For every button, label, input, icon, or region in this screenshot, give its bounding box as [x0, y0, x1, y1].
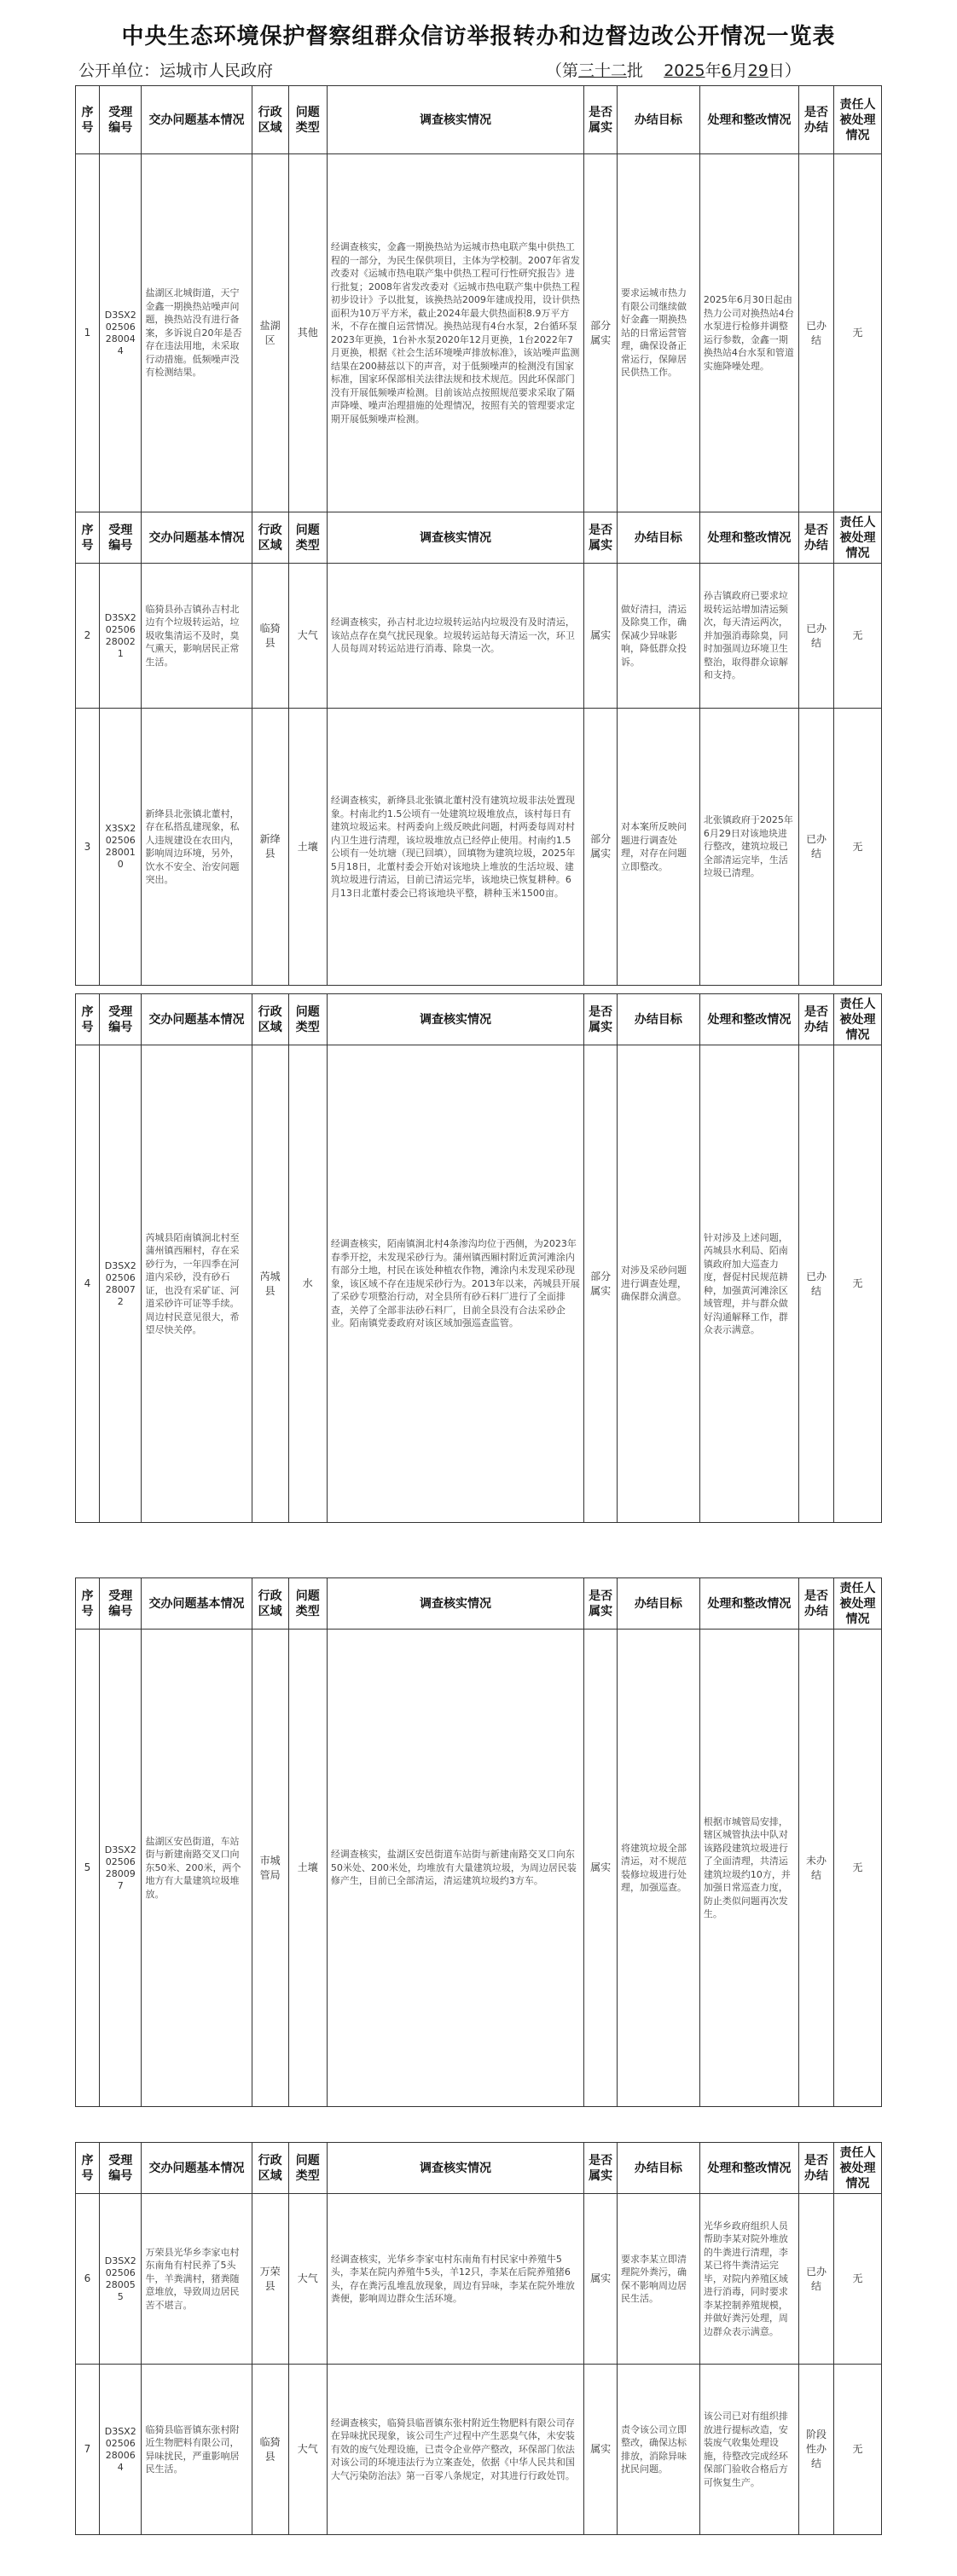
cell-person: 无 — [833, 2365, 881, 2535]
cell-no: 1 — [76, 154, 100, 512]
header-problem: 交办问题基本情况 — [142, 1578, 252, 1630]
header-person: 责任人被处理情况 — [833, 1578, 881, 1630]
page-title: 中央生态环境保护督察组群众信访举报转办和边督边改公开情况一览表 — [121, 24, 836, 49]
cell-problem: 临猗县孙吉镇孙吉村北边有个垃圾转运站，垃圾收集清运不及时，臭气熏天，影响居民正常生活。 — [142, 564, 252, 709]
header-person: 责任人被处理情况 — [833, 2143, 881, 2194]
header-goal: 办结目标 — [617, 512, 699, 564]
cell-no: 7 — [76, 2365, 100, 2535]
header-code: 受理编号 — [99, 2143, 142, 2194]
header-true: 是否属实 — [584, 994, 618, 1045]
cell-person: 无 — [833, 2194, 881, 2365]
cell-no: 2 — [76, 564, 100, 709]
header-action: 处理和整改情况 — [699, 512, 798, 564]
cell-code: D3SX202506280044 — [99, 154, 142, 512]
header-region: 行政区域 — [252, 512, 288, 564]
header-investigation: 调查核实情况 — [327, 994, 583, 1045]
header-row — [76, 512, 882, 564]
header-done: 是否办结 — [799, 1578, 834, 1630]
header-action: 处理和整改情况 — [699, 1578, 798, 1630]
cell-problem: 临猗县临晋镇东张村附近生物肥料有限公司，异味扰民，严重影响居民生活。 — [142, 2365, 252, 2535]
header-action: 处理和整改情况 — [699, 2143, 798, 2194]
cell-true: 属实 — [584, 2365, 618, 2535]
cell-problem: 万荣县光华乡李家屯村东南角有村民养了5头牛，羊粪满村，猪粪随意堆放，导致周边居民苦不堪言。 — [142, 2194, 252, 2365]
header-no: 序号 — [76, 1578, 100, 1630]
table-row — [76, 709, 882, 986]
cell-region: 芮城县 — [252, 1045, 288, 1523]
cell-problem: 芮城县陌南镇涧北村至蒲州镇西厢村，存在采砂行为，一年四季在河道内采砂，没有砂石证，也没有采矿证、河道采砂许可证等手续。周边村民意见很大，希望尽快关停。 — [142, 1045, 252, 1523]
header-goal: 办结目标 — [617, 86, 699, 154]
header-row — [76, 2143, 882, 2194]
header-region: 行政区域 — [252, 994, 288, 1045]
cell-action: 2025年6月30日起由热力公司对换热站4台水泵进行检修并调整运行参数，金鑫一期换热站4台水泵和管道实施降噪处理。 — [699, 154, 798, 512]
table-row — [76, 2194, 882, 2365]
cell-region: 盐湖区 — [252, 154, 288, 512]
table-page-3 — [75, 993, 882, 1523]
header-region: 行政区域 — [252, 1578, 288, 1630]
header-row — [76, 1578, 882, 1630]
cell-action: 光华乡政府组织人员帮助李某对院外堆放的牛粪进行清理，李某已将牛粪清运完毕，对院内养殖区域进行消毒，同时要求李某控制养殖规模，并做好粪污处理，周边群众表示满意。 — [699, 2194, 798, 2365]
cell-problem: 盐湖区安邑街道，车站街与新建南路交叉口向东50米、200米，两个地方有大量建筑垃圾堆放。 — [142, 1630, 252, 2107]
header-investigation: 调查核实情况 — [327, 512, 583, 564]
cell-investigation: 经调查核实，光华乡李家屯村东南角有村民家中养殖牛5头，李某在院内养殖牛5头，羊12只，李某在后院养殖猪6头，存在粪污乱堆乱放现象，周边有异味，李某在院外堆放粪便，影响周边群众生活环境。 — [327, 2194, 583, 2365]
cell-type: 大气 — [288, 564, 327, 709]
header-row — [76, 994, 882, 1045]
cell-type: 土壤 — [288, 1630, 327, 2107]
header-no: 序号 — [76, 86, 100, 154]
cell-code: D3SX202506280097 — [99, 1630, 142, 2107]
cell-action: 根据市城管局安排，辖区城管执法中队对该路段建筑垃圾进行了全面清理，共清运建筑垃圾约10方，并加强日常巡查力度，防止类似问题再次发生。 — [699, 1630, 798, 2107]
header-goal: 办结目标 — [617, 994, 699, 1045]
cell-type: 其他 — [288, 154, 327, 512]
cell-true: 属实 — [584, 1630, 618, 2107]
header-row — [76, 86, 882, 154]
header-no: 序号 — [76, 2143, 100, 2194]
cell-problem: 盐湖区北城街道，天宁金鑫一期换热站噪声问题，换热站没有进行备案，多诉说自20年是否存在违法用地，未采取行动措施。低频噪声没有检测结果。 — [142, 154, 252, 512]
cell-type: 大气 — [288, 2194, 327, 2365]
header-problem: 交办问题基本情况 — [142, 994, 252, 1045]
header-investigation: 调查核实情况 — [327, 2143, 583, 2194]
cell-person: 无 — [833, 564, 881, 709]
header-true: 是否属实 — [584, 1578, 618, 1630]
cell-investigation: 经调查核实，陌南镇涧北村4条渗沟均位于西侧，为2023年春季开挖，未发现采砂行为。蒲州镇西厢村附近黄河滩涂内有部分土地，村民在该处种植农作物，滩涂内未发现采砂现象，该区域不存在违规采砂行为。2013年以来，芮城县开展了采砂专项整治行动，对全县所有砂石料厂进行了全面排查，关停了全部非法砂石料厂，目前全县没有合法采砂企业。陌南镇党委政府对该区域加强巡查监管。 — [327, 1045, 583, 1523]
cell-code: D3SX202506280021 — [99, 564, 142, 709]
cell-goal: 要求运城市热力有限公司继续做好金鑫一期换热站的日常运营管理，确保设备正常运行，保障居民供热工作。 — [617, 154, 699, 512]
cell-code: D3SX202506280072 — [99, 1045, 142, 1523]
header-type: 问题类型 — [288, 994, 327, 1045]
cell-region: 万荣县 — [252, 2194, 288, 2365]
header-region: 行政区域 — [252, 2143, 288, 2194]
table-row — [76, 1045, 882, 1523]
cell-problem: 新绛县北张镇北董村，存在私搭乱建现象，私人违规建设在农田内，影响周边环境，另外，饮水不安全、治安问题突出。 — [142, 709, 252, 986]
header-problem: 交办问题基本情况 — [142, 86, 252, 154]
header-true: 是否属实 — [584, 2143, 618, 2194]
cell-goal: 对本案所反映问题进行调查处理，对存在问题立即整改。 — [617, 709, 699, 986]
header-person: 责任人被处理情况 — [833, 512, 881, 564]
cell-goal: 责令该公司立即整改，确保达标排放，消除异味扰民问题。 — [617, 2365, 699, 2535]
cell-person: 无 — [833, 709, 881, 986]
header-problem: 交办问题基本情况 — [142, 512, 252, 564]
cell-person: 无 — [833, 1045, 881, 1523]
cell-true: 部分属实 — [584, 154, 618, 512]
cell-true: 属实 — [584, 2194, 618, 2365]
header-code: 受理编号 — [99, 994, 142, 1045]
cell-true: 属实 — [584, 564, 618, 709]
table-page-1 — [75, 85, 882, 512]
header-type: 问题类型 — [288, 1578, 327, 1630]
header-goal: 办结目标 — [617, 2143, 699, 2194]
header-region: 行政区域 — [252, 86, 288, 154]
header-type: 问题类型 — [288, 2143, 327, 2194]
header-no: 序号 — [76, 512, 100, 564]
cell-done: 已办结 — [799, 1045, 834, 1523]
cell-true: 部分属实 — [584, 709, 618, 986]
cell-person: 无 — [833, 1630, 881, 2107]
cell-investigation: 经调查核实，新绛县北张镇北董村没有建筑垃圾非法处置现象。村南北约1.5公顷有一处建筑垃圾堆放点，该村每日有建筑垃圾运来。村两委向上级反映此问题，村两委每周对村内卫生进行清理，该垃圾堆放点已经停止使用。村南约1.5公顷有一处坑塘（现已回填），回填物为建筑垃圾，2025年5月18日，北董村委会开始对该地块上堆放的生活垃圾、建筑垃圾进行清运，目前已清运完毕，该地块已恢复耕种。6月13日北董村委会已将该地块平整，耕种玉米1500亩。 — [327, 709, 583, 986]
cell-action: 该公司已对有组织排放进行提标改造，安装废气收集处理设施，待整改完成经环保部门验收合格后方可恢复生产。 — [699, 2365, 798, 2535]
cell-person: 无 — [833, 154, 881, 512]
header-investigation: 调查核实情况 — [327, 1578, 583, 1630]
header-code: 受理编号 — [99, 86, 142, 154]
header-investigation: 调查核实情况 — [327, 86, 583, 154]
table-page-2 — [75, 512, 882, 986]
header-problem: 交办问题基本情况 — [142, 2143, 252, 2194]
table-row — [76, 1630, 882, 2107]
cell-region: 临猗县 — [252, 564, 288, 709]
cell-no: 4 — [76, 1045, 100, 1523]
header-action: 处理和整改情况 — [699, 86, 798, 154]
cell-investigation: 经调查核实，临猗县临晋镇东张村附近生物肥料有限公司存在异味扰民现象，该公司生产过程中产生恶臭气体，未安装有效的废气处理设施，已责令企业停产整改，环保部门依法对该公司的环境违法行为立案查处，依据《中华人民共和国大气污染防治法》第一百零八条规定，对其进行行政处罚。 — [327, 2365, 583, 2535]
cell-investigation: 经调查核实，孙吉村北边垃圾转运站内垃圾没有及时清运，该站点存在臭气扰民现象。垃圾转运站每天清运一次，环卫人员每周对转运站进行消毒、除臭一次。 — [327, 564, 583, 709]
cell-no: 3 — [76, 709, 100, 986]
cell-type: 土壤 — [288, 709, 327, 986]
header-person: 责任人被处理情况 — [833, 994, 881, 1045]
cell-code: X3SX202506280010 — [99, 709, 142, 986]
cell-code: D3SX202506280064 — [99, 2365, 142, 2535]
cell-goal: 对涉及采砂问题进行调查处理，确保群众满意。 — [617, 1045, 699, 1523]
table-row — [76, 154, 882, 512]
cell-goal: 做好清扫，清运及除臭工作，确保减少异味影响，降低群众投诉。 — [617, 564, 699, 709]
cell-action: 针对涉及上述问题，芮城县水利局、陌南镇政府加大巡查力度，督促村民规范耕种，加强黄河滩涂区域管理，并与群众做好沟通解释工作，群众表示满意。 — [699, 1045, 798, 1523]
cell-region: 临猗县 — [252, 2365, 288, 2535]
cell-no: 6 — [76, 2194, 100, 2365]
table-page-5 — [75, 2142, 882, 2535]
cell-investigation: 经调查核实，盐湖区安邑街道车站街与新建南路交叉口向东50米处、200米处，均堆放有大量建筑垃圾，为周边居民装修产生，目前已全部清运，清运建筑垃圾约3方车。 — [327, 1630, 583, 2107]
cell-type: 大气 — [288, 2365, 327, 2535]
batch-date: （第三十二批 2025年6月29日） — [546, 61, 801, 80]
table-row — [76, 564, 882, 709]
cell-done: 已办结 — [799, 154, 834, 512]
header-type: 问题类型 — [288, 86, 327, 154]
header-code: 受理编号 — [99, 1578, 142, 1630]
table-row — [76, 2365, 882, 2535]
header-done: 是否办结 — [799, 512, 834, 564]
cell-true: 部分属实 — [584, 1045, 618, 1523]
cell-done: 已办结 — [799, 2194, 834, 2365]
table-page-4 — [75, 1577, 882, 2107]
cell-region: 新绛县 — [252, 709, 288, 986]
cell-region: 市城管局 — [252, 1630, 288, 2107]
cell-goal: 要求李某立即清理院外粪污，确保不影响周边居民生活。 — [617, 2194, 699, 2365]
header-action: 处理和整改情况 — [699, 994, 798, 1045]
cell-no: 5 — [76, 1630, 100, 2107]
cell-action: 孙吉镇政府已要求垃圾转运站增加清运频次，每天清运两次，并加强消毒除臭，同时加强周边环境卫生整治，取得群众谅解和支持。 — [699, 564, 798, 709]
publishing-unit: 公开单位：运城市人民政府 — [78, 61, 274, 80]
header-type: 问题类型 — [288, 512, 327, 564]
cell-done: 已办结 — [799, 709, 834, 986]
header-true: 是否属实 — [584, 512, 618, 564]
header-no: 序号 — [76, 994, 100, 1045]
header-done: 是否办结 — [799, 2143, 834, 2194]
cell-type: 水 — [288, 1045, 327, 1523]
header-done: 是否办结 — [799, 994, 834, 1045]
cell-investigation: 经调查核实，金鑫一期换热站为运城市热电联产集中供热工程的一部分，为民生保供项目，主体为学校制。2007年省发改委对《运城市热电联产集中供热工程可行性研究报告》进行批复；2008年省发改委对《运城市热电联产集中供热工程初步设计》予以批复，该换热站2009年建成投用，设计供热面积为10万平方米，截止2024年最大供热面积8.9万平方米，不存在擅自运营情况。换热站现有4台水泵，2台循环泵2023年更换，1台补水泵2020年12月更换，1台2022年7月更换，根据《社会生活环境噪声排放标准》，该站噪声监测结果在200赫兹以下的声音，对于低频噪声的检测没有国家标准，国家环保部相关法律法规和技术规范。因此环保部门没有开展低频噪声检测。目前该站点按照规范要求采取了隔声降噪、噪声治理措施的处理情况，按照有关的管理要求定期开展低频噪声检测。 — [327, 154, 583, 512]
cell-done: 阶段性办结 — [799, 2365, 834, 2535]
cell-done: 未办结 — [799, 1630, 834, 2107]
cell-code: D3SX202506280055 — [99, 2194, 142, 2365]
header-code: 受理编号 — [99, 512, 142, 564]
cell-done: 已办结 — [799, 564, 834, 709]
cell-action: 北张镇政府于2025年6月29日对该地块进行整改，建筑垃圾已全部清运完毕，生活垃圾已清理。 — [699, 709, 798, 986]
header-true: 是否属实 — [584, 86, 618, 154]
header-person: 责任人被处理情况 — [833, 86, 881, 154]
cell-goal: 将建筑垃圾全部清运，对不规范装修垃圾进行处理，加强巡查。 — [617, 1630, 699, 2107]
header-goal: 办结目标 — [617, 1578, 699, 1630]
header-done: 是否办结 — [799, 86, 834, 154]
